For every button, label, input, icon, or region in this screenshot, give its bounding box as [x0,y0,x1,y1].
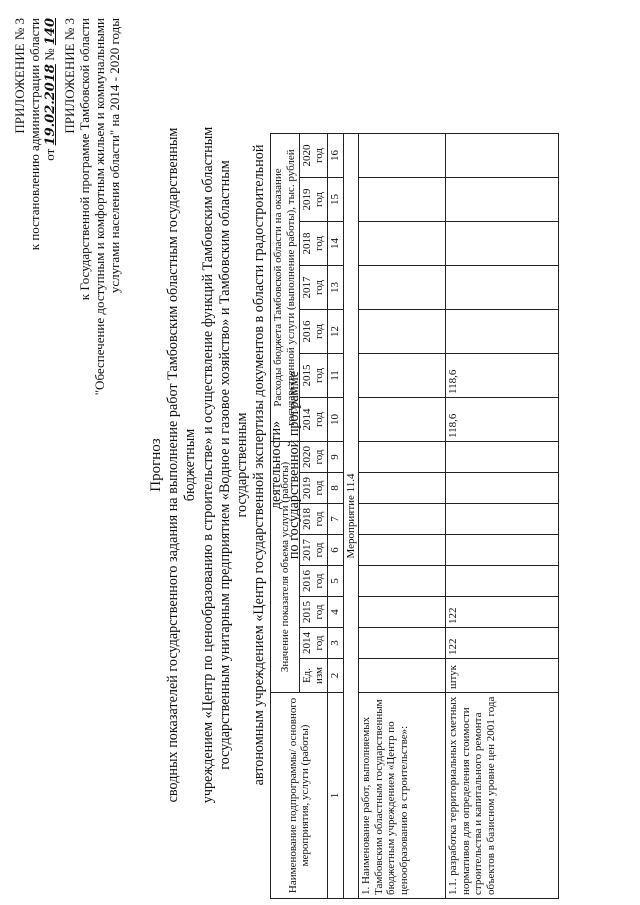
table-row [359,134,446,899]
expense-year-0: 2014 год [299,398,328,442]
program-appendix-label: ПРИЛОЖЕНИЕ № 3 [62,18,77,134]
row-name: 1. Наименование работ, выполняемых Тамбовским областным государственным бюджетным учреждением «Центр по ценообразованию в строительстве»: [359,693,446,899]
column-number: 3 [328,628,344,659]
column-number: 7 [328,504,344,535]
program-appendix-line1: к Государственной программе Тамбовской области [77,18,92,301]
appendix-label: ПРИЛОЖЕНИЕ № 3 [12,18,27,134]
column-number: 12 [328,310,344,354]
column-number: 8 [328,473,344,504]
expense-year-6: 2020 год [299,134,328,178]
row-name: 1.1. разработка территориальных сметных нормативов для определения стоимости строительства и капитального ремонта объектов в базисном уровне цен 2001 года [446,693,559,899]
indicator-year-3: 2017 год [299,535,328,566]
column-number: 4 [328,597,344,628]
row-unit: штук [446,659,559,693]
expense-year-2: 2016 год [299,310,328,354]
indicator-year-5: 2019 год [299,473,328,504]
appendix-resolution-line: к постановлению администрации области [27,18,42,251]
column-number: 14 [328,222,344,266]
column-number: 9 [328,442,344,473]
indicator-year-2: 2016 год [299,566,328,597]
program-appendix-header [62,18,122,738]
expense-year-4: 2018 год [299,222,328,266]
header-name-column: Наименование подпрограммы/ основного мероприятия, услуги (работы) [271,693,328,899]
column-number: 13 [328,266,344,310]
column-number: 5 [328,566,344,597]
header-expenses-column: Расходы бюджета Тамбовской области на оказание государственной услуги (выполнение работы), тыс. рублей [271,134,300,442]
appendix-date-line: от 19.02.2018 № 140 [42,18,58,161]
column-number: 2 [328,659,344,693]
title-line: государственным унитарным предприятием «Водное и газовое хозяйство» и Тамбовским областным государственным [216,160,251,770]
handwritten-date: 19.02.2018 [43,64,58,146]
column-number: 10 [328,398,344,442]
column-number-row [328,134,344,899]
indicator-year-0: 2014 год [299,628,328,659]
header-unit: Ед. изм [299,659,328,693]
title-line: учреждением «Центр по ценообразованию в строительстве» и осуществление функций Тамбовским областным [199,126,216,804]
column-number: 6 [328,535,344,566]
column-number: 1 [328,693,344,899]
program-appendix-line3: услугами населения области" на 2014 - 2020 годы [107,18,122,294]
row-value-2014: 122 [446,628,559,659]
program-appendix-line2: "Обеспечение доступным и комфортным жильем и коммунальными [92,18,107,396]
column-number: 15 [328,178,344,222]
column-number: 11 [328,354,344,398]
handwritten-number: 140 [43,18,58,46]
expense-year-3: 2017 год [299,266,328,310]
table-row [446,134,559,899]
row-expense-2015: 118,6 [446,354,559,398]
title-word: Прогноз [148,438,164,492]
indicator-year-1: 2015 год [299,597,328,628]
title-line: сводных показателей государственного задания на выполнение работ Тамбовским областным государственным бюджетным [165,127,199,803]
indicator-year-4: 2018 год [299,504,328,535]
header-indicator-column: Значение показателя объема услуги (работы) [271,442,300,693]
indicator-year-6: 2020 год [299,442,328,473]
appendix-header [12,18,58,578]
row-expense-2014: 118,6 [446,398,559,442]
section-row: Мероприятие 11.4 [343,134,359,899]
expense-year-1: 2015 год [299,354,328,398]
row-value-2015: 122 [446,597,559,628]
title-line: автономным учреждением «Центр государственной экспертизы документов в области градостроительной деятельности» [251,144,285,786]
expense-year-5: 2019 год [299,178,328,222]
column-number: 16 [328,134,344,178]
title-line: по государственной программе [285,370,302,560]
forecast-table [270,133,559,899]
